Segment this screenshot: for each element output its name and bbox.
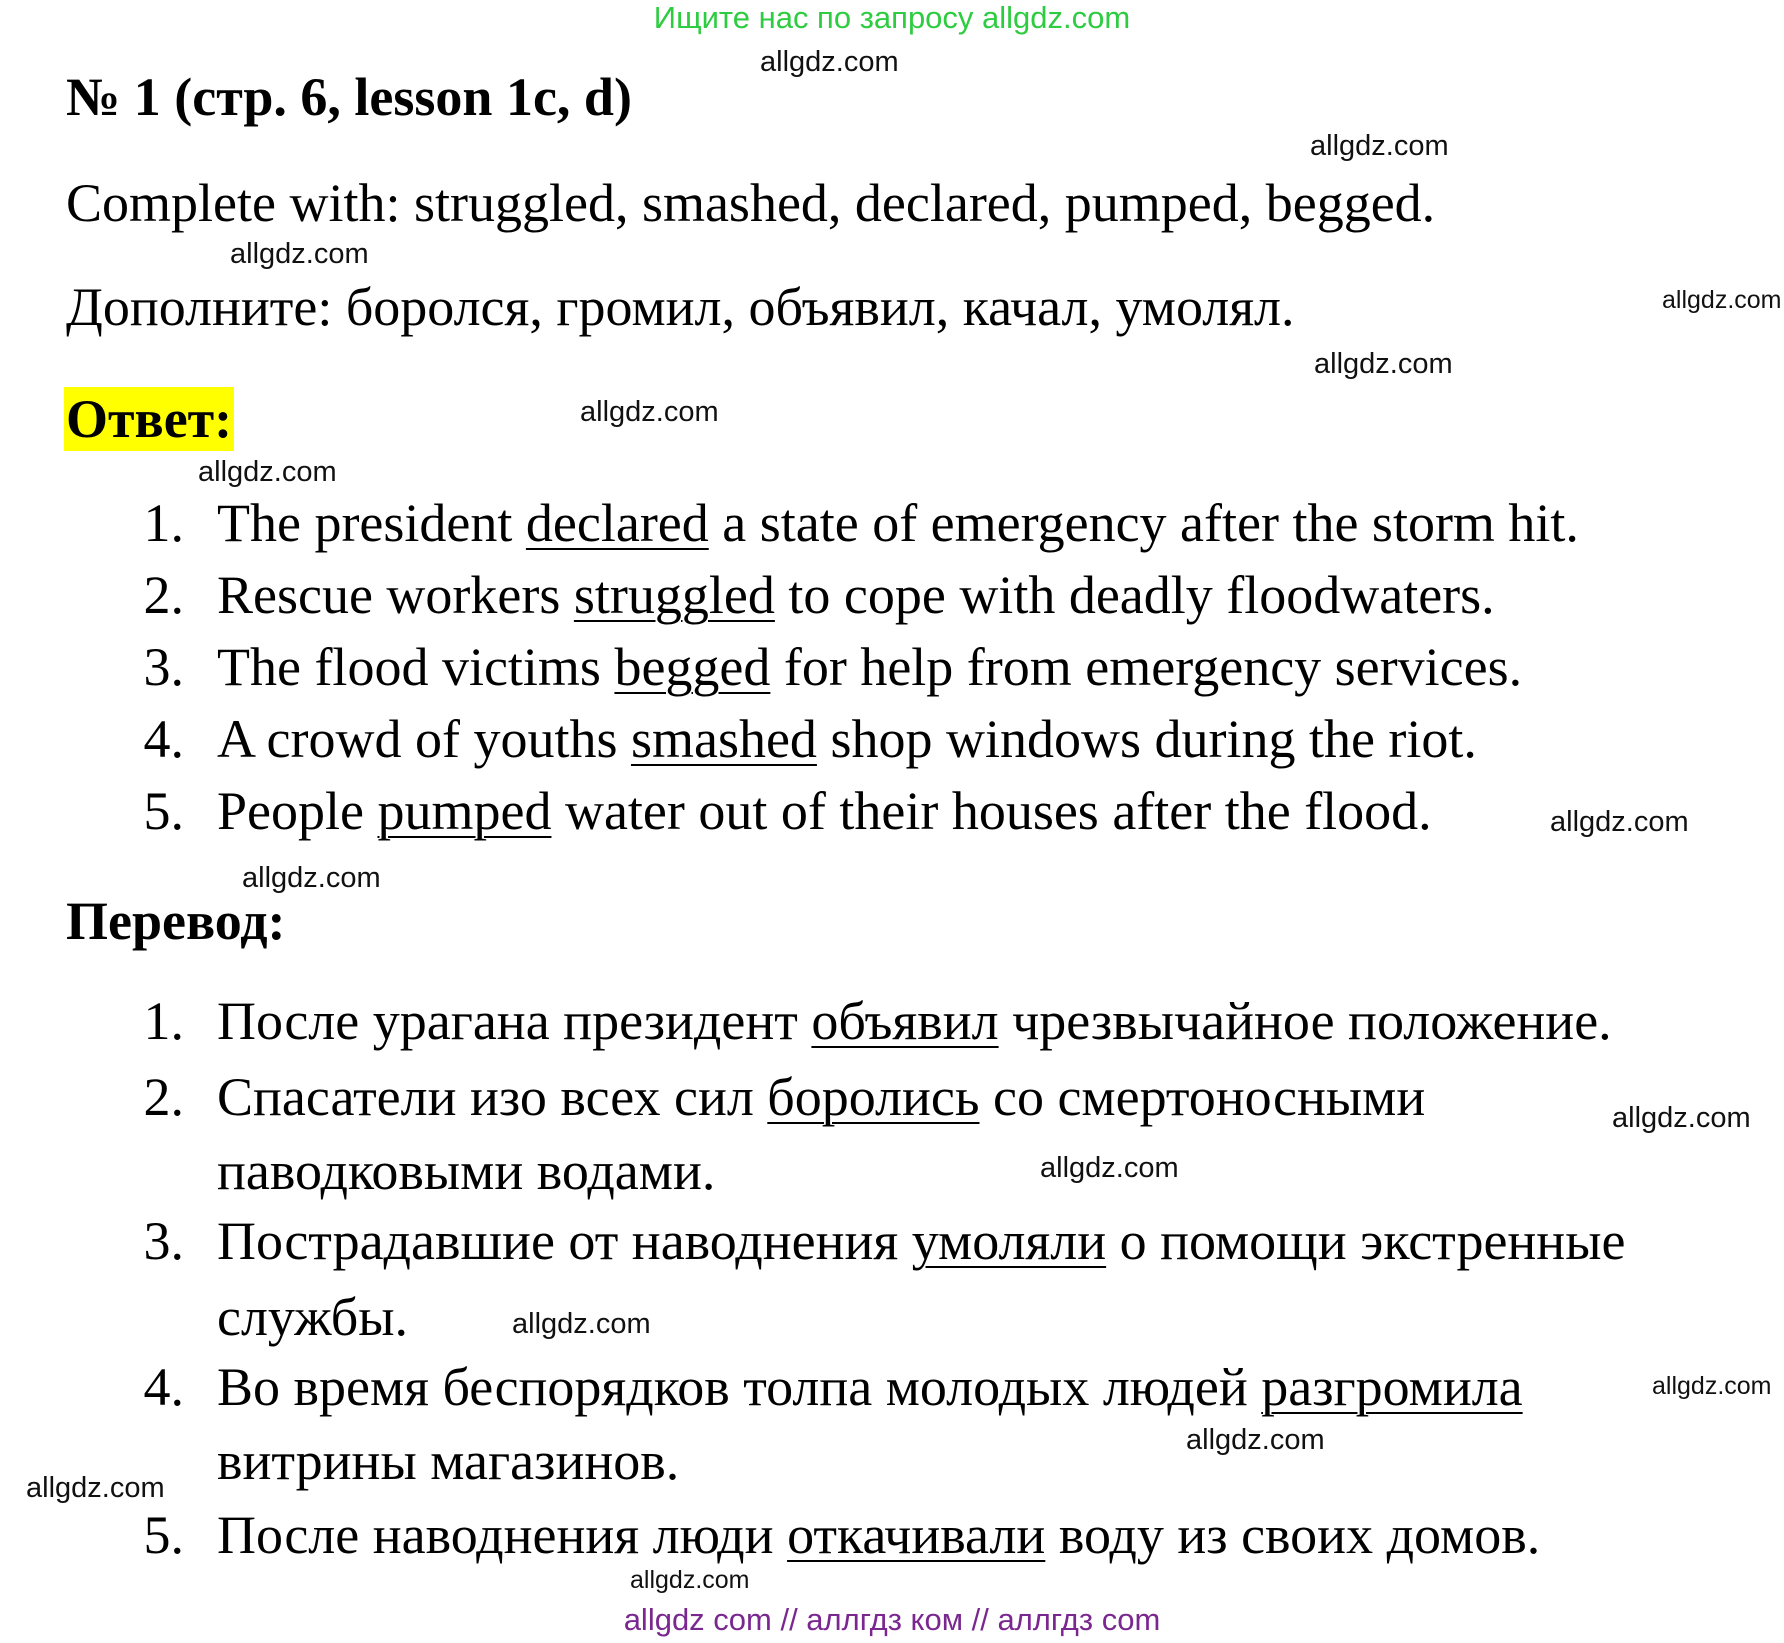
watermark: allgdz.com (1186, 1424, 1325, 1456)
translation-sentence: Во время беспорядков толпа молодых людей разгромила (217, 1357, 1523, 1417)
answer-number: 2. (143, 565, 184, 625)
answer-number: 5. (143, 781, 184, 841)
watermark: allgdz.com (1652, 1372, 1772, 1400)
answer-number: 4. (143, 709, 184, 769)
watermark: allgdz.com (580, 396, 719, 428)
footer-links[interactable]: allgdz com // аллгдз ком // аллгдз com (623, 1602, 1161, 1637)
translation-word: умоляли (911, 1211, 1107, 1271)
answer-word: pumped (377, 781, 552, 841)
watermark: allgdz.com (26, 1472, 165, 1504)
translation-sentence-continued: витрины магазинов. (217, 1431, 680, 1491)
answer-number: 3. (143, 637, 184, 697)
translation-word: объявил (811, 991, 999, 1051)
translation-sentence-continued: паводковыми водами. (217, 1141, 716, 1201)
translation-word: откачивали (787, 1505, 1046, 1565)
translation-sentence: После наводнения люди откачивали воду из своих домов. (217, 1505, 1541, 1565)
answer-sentence: People pumped water out of their houses after the flood. (217, 781, 1432, 841)
translation-number: 5. (143, 1505, 184, 1565)
translation-sentence: После урагана президент объявил чрезвычайное положение. (217, 991, 1612, 1051)
translation-heading: Перевод: (66, 891, 286, 951)
watermark: allgdz.com (198, 456, 337, 488)
watermark: allgdz.com (512, 1308, 651, 1340)
watermark: allgdz.com (1040, 1152, 1179, 1184)
watermark: allgdz.com (1612, 1102, 1751, 1134)
translation-number: 2. (143, 1067, 184, 1127)
translation-number: 4. (143, 1357, 184, 1417)
answer-number: 1. (143, 493, 184, 553)
answer-heading: Ответ: (66, 389, 233, 449)
watermark: allgdz.com (230, 238, 369, 270)
top-search-banner[interactable]: Ищите нас по запросу allgdz.com (653, 0, 1131, 35)
answer-word: begged (614, 637, 771, 697)
watermark: allgdz.com (1310, 130, 1449, 162)
instruction-russian: Дополните: боролся, громил, объявил, качал, умолял. (66, 277, 1295, 337)
answer-sentence: The flood victims begged for help from emergency services. (217, 637, 1523, 697)
watermark: allgdz.com (1662, 286, 1782, 314)
watermark: allgdz.com (242, 862, 381, 894)
translation-sentence-continued: службы. (217, 1287, 409, 1347)
watermark: allgdz.com (630, 1566, 750, 1594)
answer-word: smashed (630, 709, 817, 769)
exercise-title: № 1 (стр. 6, lesson 1c, d) (66, 67, 632, 127)
answer-word: declared (525, 493, 709, 553)
translation-number: 3. (143, 1211, 184, 1271)
answer-sentence: Rescue workers struggled to cope with deadly floodwaters. (217, 565, 1495, 625)
translation-word: боролись (767, 1067, 980, 1127)
watermark: allgdz.com (760, 46, 899, 78)
translation-sentence: Спасатели изо всех сил боролись со смертоносными (217, 1067, 1426, 1127)
answer-word: struggled (573, 565, 775, 625)
translation-word: разгромила (1261, 1357, 1523, 1417)
instruction-english: Complete with: struggled, smashed, declared, pumped, begged. (66, 173, 1436, 233)
watermark: allgdz.com (1314, 348, 1453, 380)
translation-sentence: Пострадавшие от наводнения умоляли о помощи экстренные (217, 1211, 1626, 1271)
watermark: allgdz.com (1550, 806, 1689, 838)
translation-number: 1. (143, 991, 184, 1051)
answer-sentence: The president declared a state of emergency after the storm hit. (217, 493, 1579, 553)
answer-sentence: A crowd of youths smashed shop windows during the riot. (217, 709, 1477, 769)
